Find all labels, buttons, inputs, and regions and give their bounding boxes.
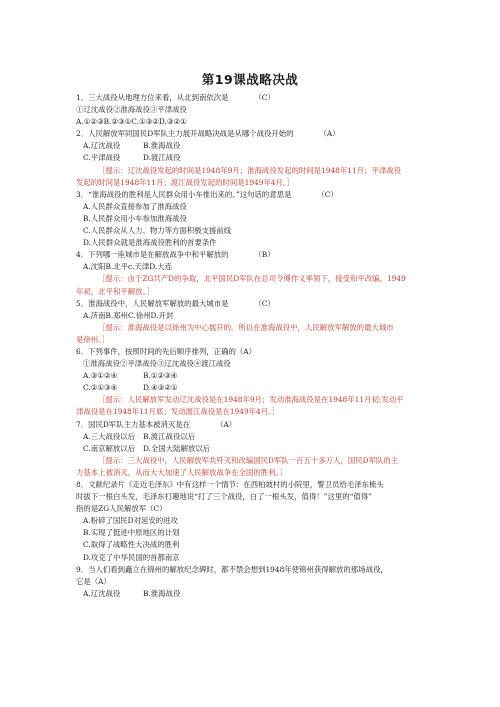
option-line: A.人民群众直接参加了淮海战役 [83, 201, 187, 211]
hint-continuation-line: 是徐州。］ [76, 334, 110, 344]
option-pair-line [76, 140, 436, 152]
hint-continuation-line: 年初，北平和平解放。］ [76, 286, 154, 296]
question-line: A.①②③B.②③①C.①③②D.③②① [76, 117, 187, 127]
hint-line: ［提示：淮海战役是以徐州为中心展开的。所以在淮海战役中，人民解放军解放的最大城市 [98, 322, 394, 332]
question-line: 7．国民D军队主力基本被消灭是在 （A） [76, 419, 237, 429]
option-a: A.辽沈战役 [83, 588, 121, 598]
question-line: 3．“淮海战役的胜利是人民群众用小车推出来的。”这句话的意思是 （C） [76, 189, 338, 199]
option-a: C.②①③④ [83, 383, 118, 393]
question-line: 1．三大战役从地理方位来看，从北到南依次是 （C） [76, 93, 275, 102]
option-line: D.人民群众就是淮海战役胜利的首要条件 [83, 238, 217, 248]
option-line: C.取得了战略性大决战的胜利 [83, 540, 180, 550]
question-line: 9．当人们看到矗立在锦州的解放纪念碑时，都不禁会想到1948年使锦州获得解放的那场战役， [76, 564, 388, 574]
hint-line: ［提示：辽沈战役发起的时间是1948年9月；淮海战役发起的时间是1948年11月；平津战役 [98, 165, 402, 175]
option-a: A.③①②④ [83, 371, 118, 381]
question-line: 6．下列事件，按照时间的先后顺序排列，正确的（A） [76, 346, 257, 356]
document-body [76, 92, 436, 600]
question-line: 4．下列哪一座城市是在解放战争中和平解放的 （B） [76, 250, 275, 260]
option-a: C.南京解放以后 [83, 443, 136, 453]
option-pair-line [76, 370, 436, 382]
option-pair-line [76, 431, 436, 443]
hint-line: ［提示：由于ZG共产D的争取，北平国民D军队在总司令傅作义率领下，接受和平改编。1949 [98, 274, 406, 284]
option-a: C.平津战役 [83, 153, 121, 163]
option-a: A.三大战役以后 [83, 431, 136, 441]
option-pair-line [76, 382, 436, 394]
option-b: D.全国大陆解放以后 [143, 443, 211, 453]
option-pair-line [76, 588, 436, 600]
question-line: 指的是ZG人民解放军（C） [76, 504, 167, 514]
question-line: 2．人民解放军同国民D军队主力展开战略决战是从哪个战役开始的 （A） [76, 129, 340, 139]
question-line: 8．文献纪录片《走近毛泽东》中有这样一个情节：在西柏坡村的小院里，警卫员给毛泽东梳头 [76, 480, 384, 489]
hint-line: ［提示：人民解放军发动辽沈战役是在1948年9月；发动淮海战役是在1948年11月初;发动平 [98, 395, 404, 405]
option-b: D.④③②① [143, 383, 178, 393]
option-b: B.渡江战役以后 [143, 431, 196, 441]
option-b: D.渡江战役 [143, 153, 181, 163]
question-line: 时拔下一根白头发，毛泽东打趣地说“打了三个战役，白了一根头发，值得！”这里的“值得” [76, 492, 372, 502]
option-line: C.人民群众从人力、物力等方面积极支援前线 [83, 226, 232, 236]
option-line: A.济南B.郑州C.徐州D.开封 [83, 310, 174, 320]
option-b: B.淮海战役 [143, 588, 181, 598]
option-a: A.辽沈战役 [83, 141, 121, 151]
option-line: B.人民群众用小车参加淮海战役 [83, 213, 187, 223]
option-line: A.粉碎了国民D对延安的进攻 [83, 516, 178, 526]
hint-continuation-line: 津战役是在1948年11月底；发动渡江战役是在1949年4月。］ [76, 407, 280, 417]
option-b: B.①②③④ [143, 371, 178, 381]
option-pair-line [76, 152, 436, 164]
option-line: D.攻克了中华民国的首都南京 [83, 552, 180, 562]
hint-continuation-line: 发起的时间是1948年11月；渡江战役发起的时间是1949年4月。］ [76, 177, 295, 187]
hint-continuation-line: 力基本上被消灭，从而大大加速了人民解放战争在全国的胜利。］ [76, 467, 287, 477]
question-line: ①辽沈战役②淮海战役③平津战役 [76, 105, 187, 115]
option-pair-line [76, 443, 436, 455]
page-title: 第19课战略决战 [201, 72, 299, 87]
option-line: A.沈阳B.北平c.天津D.大连 [83, 262, 173, 272]
hint-line: ［提示：三大战役中，人民解放军共歼灭和改编国民D军队一百五十多万人，国民D军队的主 [98, 455, 399, 465]
option-b: B.淮海战役 [143, 141, 181, 151]
question-line: 它是（A） [76, 576, 111, 586]
option-line: B.实现了挺进中原地区的计划 [83, 528, 180, 538]
option-line: ①淮海战役②平津战役③辽沈战役④渡江战役 [83, 359, 231, 369]
question-line: 5．淮海战役中，人民解放军解放的最大城市是 （C） [76, 298, 275, 308]
